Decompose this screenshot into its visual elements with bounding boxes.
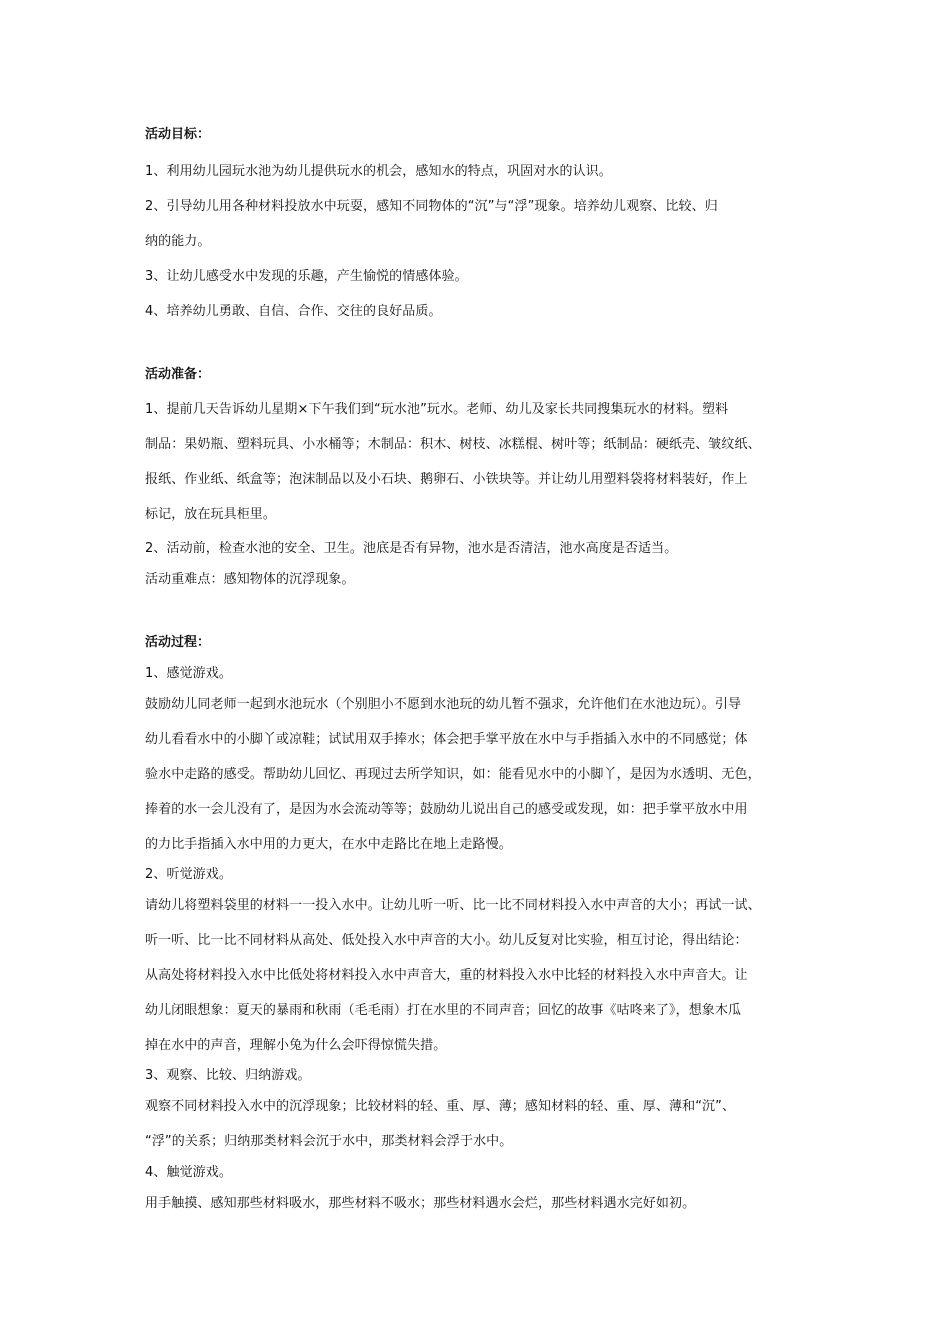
goals-line: 4、培养幼儿勇敢、自信、合作、交往的良好品质。: [145, 304, 442, 319]
process-line: 验水中走路的感受。帮助幼儿回忆、再现过去所学知识，如：能看见水中的小脚丫，是因为水透明、无色，: [145, 767, 761, 782]
goals-line: 1、利用幼儿园玩水池为幼儿提供玩水的机会，感知水的特点，巩固对水的认识。: [145, 164, 612, 179]
process-line: 1、感觉游戏。: [145, 666, 232, 681]
goals-line: 纳的能力。: [145, 234, 211, 249]
process-line: 捧着的水一会儿没有了，是因为水会流动等等；鼓励幼儿说出自己的感受或发现，如：把手掌平放水中用: [145, 802, 748, 817]
process-heading: 活动过程：: [145, 635, 211, 650]
process-line: 幼儿闭眼想象：夏天的暴雨和秋雨（毛毛雨）打在水里的不同声音；回忆的故事《咕咚来了》，想象木瓜: [145, 1003, 742, 1018]
process-line: 掉在水中的声音，理解小兔为什么会吓得惊慌失措。: [145, 1038, 447, 1053]
preparation-line: 标记，放在玩具柜里。: [145, 507, 277, 522]
process-line: 用手触摸、感知那些材料吸水，那些材料不吸水；那些材料遇水会烂，那些材料遇水完好如初。: [145, 1196, 696, 1211]
process-line: 幼儿看看水中的小脚丫或凉鞋；试试用双手捧水；体会把手掌平放在水中与手指插入水中的不同感觉；体: [145, 732, 748, 747]
process-line: 鼓励幼儿同老师一起到水池玩水（个别胆小不愿到水池玩的幼儿暂不强求，允许他们在水池边玩）。引导: [145, 697, 742, 712]
goals-line: 3、让幼儿感受水中发现的乐趣，产生愉悦的情感体验。: [145, 269, 468, 284]
goals-heading: 活动目标：: [145, 127, 211, 142]
preparation-line: 1、提前几天告诉幼儿星期×下午我们到“玩水池”玩水。老师、幼儿及家长共同搜集玩水的材料。塑料: [145, 402, 729, 417]
process-line: “浮”的关系；归纳那类材料会沉于水中，那类材料会浮于水中。: [145, 1134, 513, 1149]
process-line: 请幼儿将塑料袋里的材料一一投入水中。让幼儿听一听、比一比不同材料投入水中声音的大小；再试一试、: [145, 898, 761, 913]
preparation-line: 2、活动前，检查水池的安全、卫生。池底是否有异物，池水是否清洁，池水高度是否适当。: [145, 541, 678, 556]
process-line: 3、观察、比较、归纳游戏。: [145, 1068, 311, 1083]
preparation-line: 制品：果奶瓶、塑料玩具、小水桶等；木制品：积木、树枝、冰糕棍、树叶等；纸制品：硬纸壳、皱纹纸、: [145, 437, 761, 452]
process-line: 4、触觉游戏。: [145, 1165, 232, 1180]
process-line: 从高处将材料投入水中比低处将材料投入水中声音大，重的材料投入水中比轻的材料投入水中声音大。让: [145, 968, 748, 983]
process-line: 的力比手指插入水中用的力更大，在水中走路比在地上走路慢。: [145, 837, 512, 852]
process-line: 观察不同材料投入水中的沉浮现象；比较材料的轻、重、厚、薄；感知材料的轻、重、厚、薄和“沉”、: [145, 1099, 736, 1114]
process-line: 2、听觉游戏。: [145, 867, 232, 882]
process-line: 听一听、比一比不同材料从高处、低处投入水中声音的大小。幼儿反复对比实验，相互讨论，得出结论：: [145, 933, 748, 948]
preparation-line: 报纸、作业纸、纸盒等；泡沫制品以及小石块、鹅卵石、小铁块等。并让幼儿用塑料袋将材料装好，作上: [145, 472, 748, 487]
goals-line: 2、引导幼儿用各种材料投放水中玩耍，感知不同物体的“沉”与“浮”现象。培养幼儿观察、比较、归: [145, 199, 718, 214]
preparation-line: 活动重难点：感知物体的沉浮现象。: [145, 572, 355, 587]
preparation-heading: 活动准备：: [145, 367, 211, 382]
